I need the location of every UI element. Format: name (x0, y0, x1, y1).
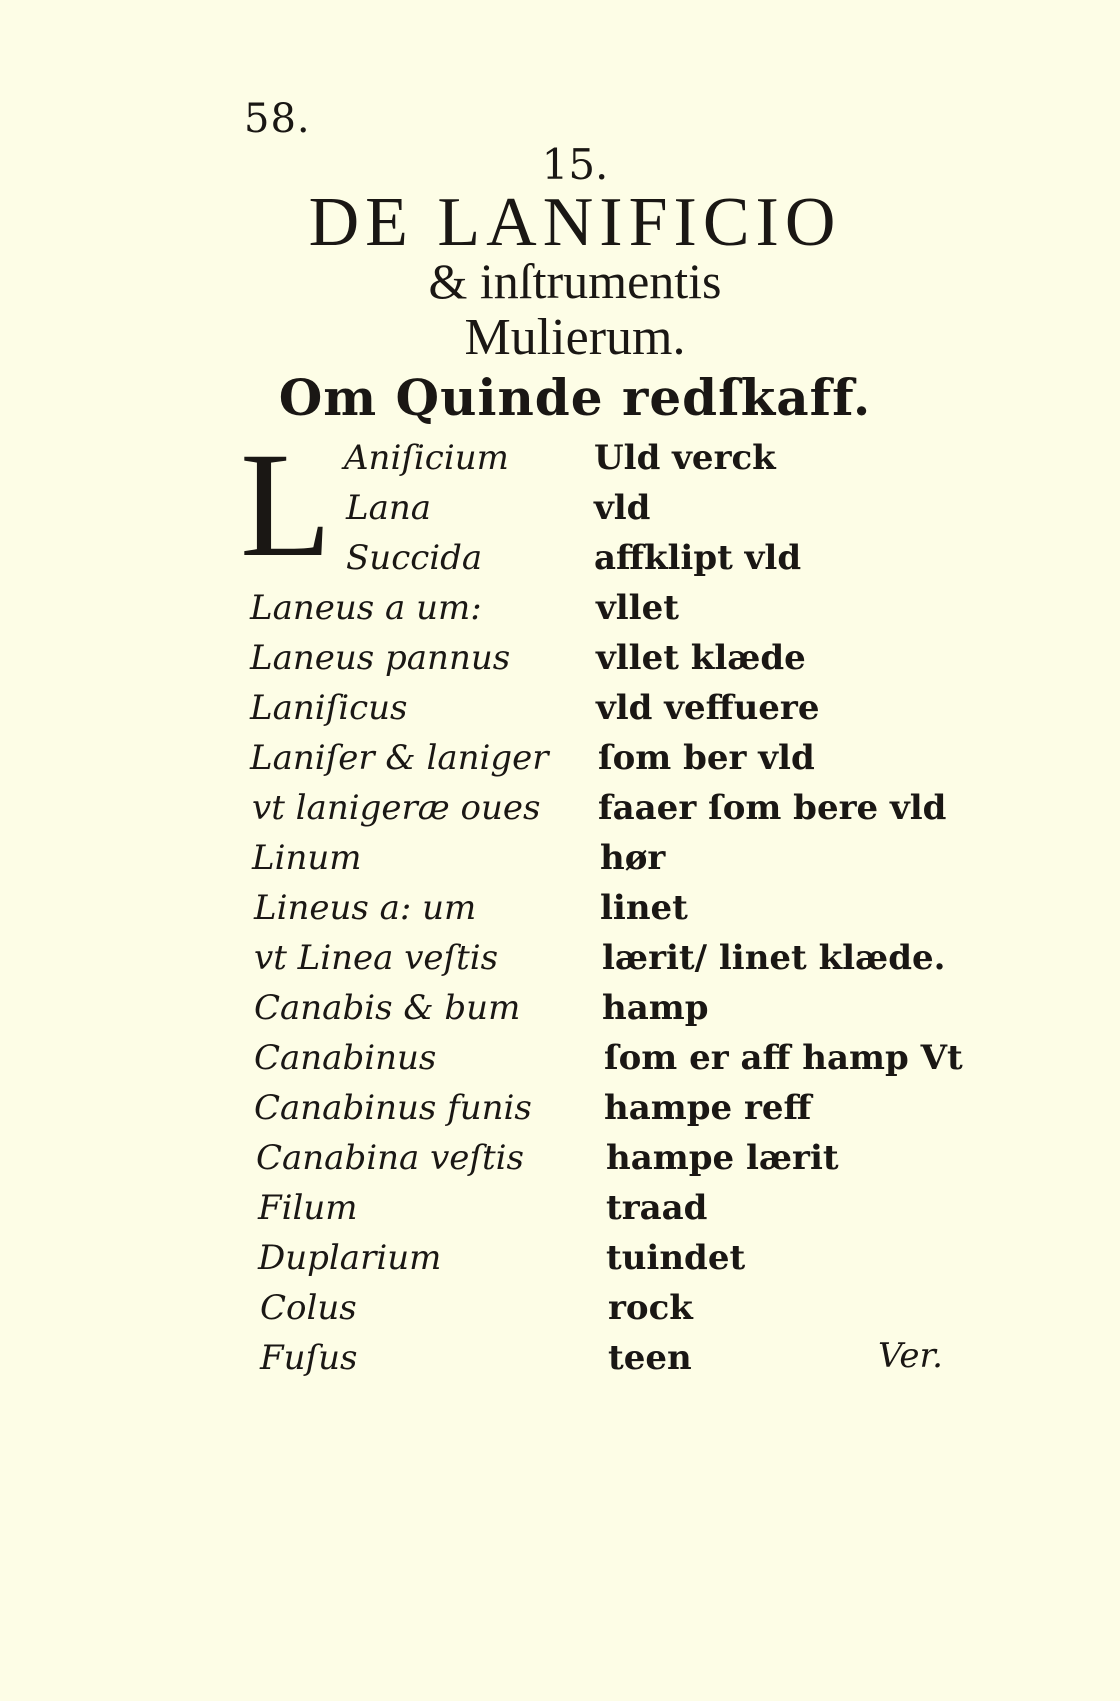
latin-term: Succida (346, 538, 483, 578)
chapter-title-danish: Om Quinde redſkaff. (278, 368, 872, 427)
latin-term: Laniſer & laniger (250, 738, 549, 778)
list-item (0, 938, 1120, 986)
latin-term: Canabinus funis (254, 1088, 532, 1128)
danish-term: vld (594, 488, 651, 528)
danish-term: vllet (596, 588, 679, 628)
danish-term: vld veffuere (596, 688, 820, 728)
list-item (0, 1088, 1120, 1136)
danish-term: vllet klæde (596, 638, 806, 678)
danish-term: teen (608, 1338, 692, 1378)
danish-term: affklipt vld (594, 538, 802, 578)
danish-term: traad (606, 1188, 708, 1228)
danish-term: tuindet (606, 1238, 746, 1278)
latin-term: Aniſicium (344, 438, 509, 478)
danish-term: rock (608, 1288, 693, 1328)
chapter-subtitle-2: Mulierum. (464, 309, 686, 366)
latin-term: Canabina veſtis (256, 1138, 524, 1178)
catchword: Ver. (878, 1336, 943, 1376)
danish-term: lærit/ linet klæde. (602, 938, 946, 978)
danish-term: hampe reff (604, 1088, 812, 1128)
list-item (0, 588, 1120, 636)
list-item (0, 1138, 1120, 1186)
chapter-title: DE LANIFICIO (308, 184, 842, 261)
list-item (0, 638, 1120, 686)
latin-term: Lana (346, 488, 432, 528)
drop-cap: L (240, 422, 332, 588)
list-item (0, 888, 1120, 936)
list-item (0, 438, 1120, 486)
danish-term: hamp (602, 988, 709, 1028)
list-item (0, 1288, 1120, 1336)
latin-term: Filum (258, 1188, 358, 1228)
latin-term: vt lanigeræ oues (252, 788, 541, 828)
latin-term: Laneus pannus (250, 638, 511, 678)
latin-term: Laniſicus (250, 688, 408, 728)
list-item (0, 688, 1120, 736)
latin-term: Laneus a um: (250, 588, 482, 628)
latin-term: Canabinus (254, 1038, 437, 1078)
latin-term: Duplarium (258, 1238, 442, 1278)
page-number: 58. (244, 96, 311, 142)
list-item (0, 1038, 1120, 1086)
latin-term: Canabis & bum (254, 988, 521, 1028)
list-item (0, 838, 1120, 886)
list-item (0, 788, 1120, 836)
list-item (0, 1188, 1120, 1236)
chapter-number: 15. (541, 140, 609, 189)
latin-term: Fuſus (260, 1338, 358, 1378)
danish-term: Uld verck (594, 438, 776, 478)
list-item (0, 738, 1120, 786)
danish-term: linet (600, 888, 688, 928)
list-item (0, 538, 1120, 586)
list-item (0, 1238, 1120, 1286)
chapter-subtitle: & inſtrumentis (428, 253, 722, 309)
latin-term: Colus (260, 1288, 357, 1328)
danish-term: ſom er aff hamp Vt (604, 1038, 963, 1078)
latin-term: Lineus a: um (254, 888, 477, 928)
latin-term: vt Linea veſtis (254, 938, 499, 978)
latin-term: Linum (252, 838, 362, 878)
list-item (0, 488, 1120, 536)
list-item (0, 988, 1120, 1036)
danish-term: faaer ſom bere vld (598, 788, 947, 828)
danish-term: ſom ber vld (598, 738, 815, 778)
list-item (0, 1338, 1120, 1386)
danish-term: hør (600, 838, 666, 878)
danish-term: hampe lærit (606, 1138, 839, 1178)
